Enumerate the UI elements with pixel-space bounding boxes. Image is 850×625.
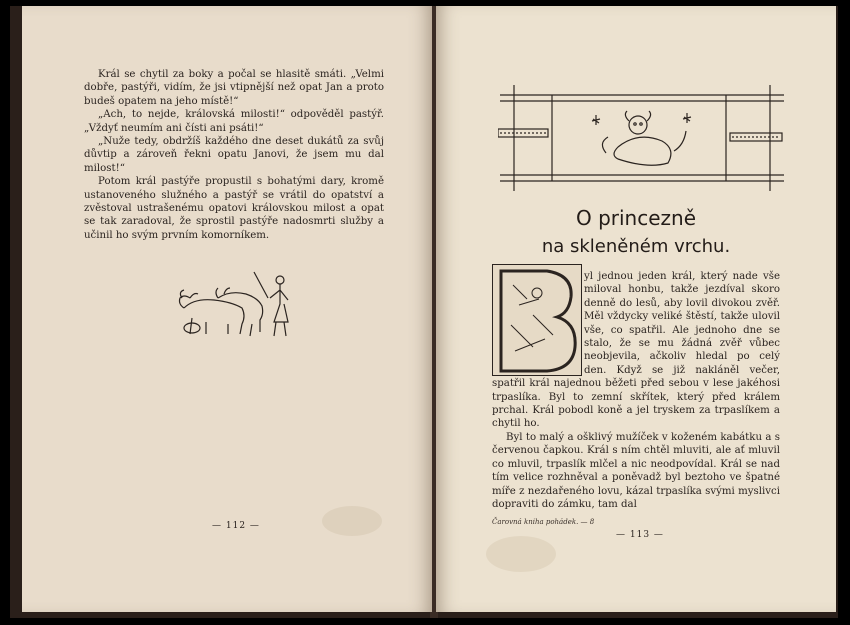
paragraph: yl jednou jeden král, který nade vše miloval honbu, takže jezdíval skoro denně do lesů, aby lovil divokou zvěř. Měl vždycky veliké štěstí, takže ulovil vše, co spatřil. Ale jednoho dne se stalo, že se mu žádná zvěř vůbec neobjevila, ačkoliv hledal po celý den. Když se již nakláněl večer, spatřil král najednou běžeti před sebou v lese jakéhosi trpaslíka. Byl to zemní skřítek, který před králem prchal. Král pobodl koně a jel tryskem za trpaslíkem a chytil ho.: [492, 271, 780, 430]
paragraph: Byl to malý a ošklivý mužíček v koženém kabátku a s červenou čapkou. Král s ním chtěl mluviti, ale ať mluvil co mluvil, trpaslík mlčel a nic neodpovídal. Král se nad tím velice rozhněval a poněvadž byl beztoho ve špatné míře z nezdařeného lovu, kázal trpaslíka svými myslivci dopraviti do zámku, tam dal: [492, 431, 780, 510]
shepherd-with-oxen-illustration: [172, 268, 302, 340]
paragraph: Král se chytil za boky a počal se hlasitě smáti. „Velmi dobře, pastýři, vidím, že jsi vtipnější než opat Jan a proto budeš opatem na jeho místě!“: [84, 69, 384, 107]
footnote: Čarovná kniha pohádek. — 8: [492, 518, 595, 526]
chapter-title-line2: na skleněném vrchu.: [541, 236, 731, 257]
ornamental-header-with-imp: [498, 81, 788, 193]
right-page-text: [492, 270, 780, 511]
right-page: [436, 6, 836, 612]
paragraph: „Nuže tedy, obdržíš každého dne deset dukátů za svůj důvtip a zároveň řekni opatu Janovi, že jsem mu dal milost!“: [84, 136, 384, 174]
page-number-right: — 113 —: [616, 530, 664, 540]
paper-stain: [486, 536, 556, 572]
paper-stain: [322, 506, 382, 536]
drop-cap-spacer: [492, 270, 584, 368]
page-number-left: — 112 —: [212, 521, 260, 531]
paragraph: Potom král pastýře propustil s bohatými dary, kromě ustanoveného služného a pastýř se vrátil do opatství a zvěstoval ustrašenému opatovi královskou milost a opat se tak zaradoval, že sprostil pastýře nadosmrti služby a učinil ho svým prvním komorníkem.: [84, 176, 384, 241]
chapter-title-line1: O princezně: [575, 206, 697, 230]
left-page: [22, 6, 432, 612]
paragraph: „Ach, to nejde, královská milosti!“ odpověděl pastýř. „Vždyť neumím ani čísti ani psáti!“: [84, 109, 384, 134]
book-spread: [10, 6, 838, 618]
left-page-text: [84, 68, 384, 242]
